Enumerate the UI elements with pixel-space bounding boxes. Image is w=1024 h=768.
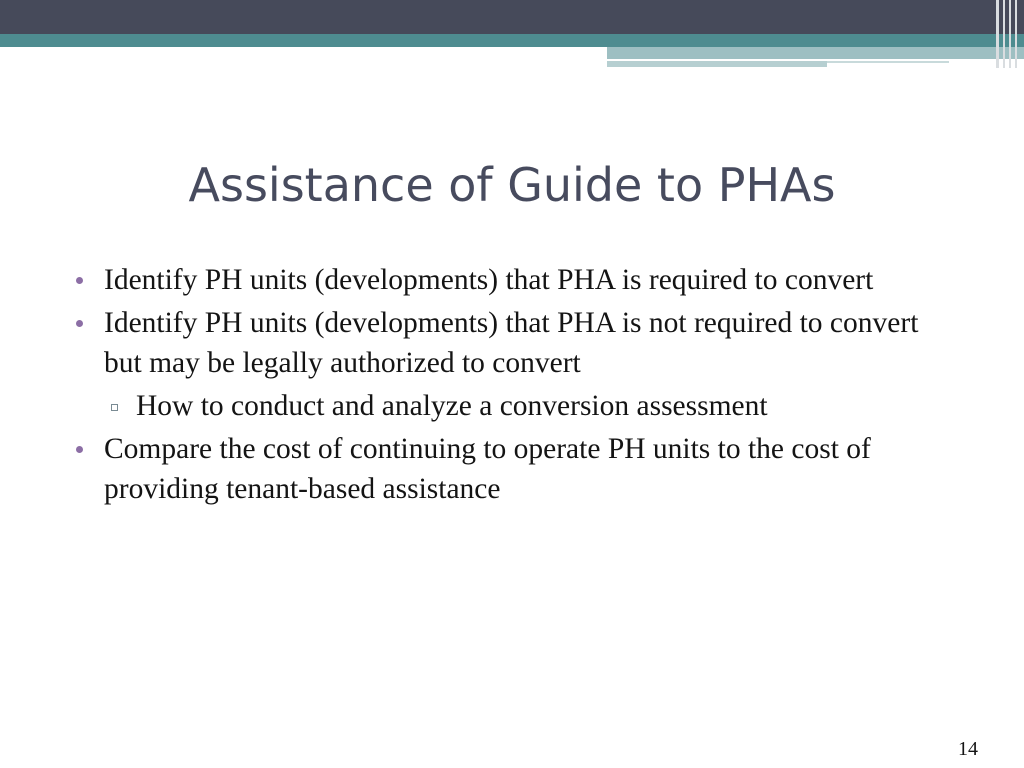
- sub-bullet-square-icon: [111, 404, 118, 411]
- slide-body: [74, 260, 954, 512]
- header-teal-band: [0, 34, 1024, 47]
- bullet-text: Identify PH units (developments) that PHA is required to convert: [104, 264, 874, 296]
- bullet-dot-icon: [76, 446, 83, 453]
- sub-bullet-item: [74, 386, 954, 426]
- bullet-item: [74, 429, 954, 509]
- header-vertical-bars: [996, 0, 1024, 68]
- header-dark-band: [0, 0, 1024, 34]
- bullet-item: [74, 260, 954, 300]
- sub-bullet-text: How to conduct and analyze a conversion assessment: [136, 390, 768, 422]
- header-accent-strip: [607, 47, 1024, 59]
- bullet-item: [74, 303, 954, 383]
- header-accent-strip-thin: [607, 61, 827, 67]
- header-accent-line: [827, 61, 949, 63]
- bullet-text: Compare the cost of continuing to operate PH units to the cost of providing tenant-based assistance: [104, 433, 871, 505]
- slide-title: Assistance of Guide to PHAs: [188, 158, 836, 212]
- page-number: 14: [958, 738, 978, 760]
- bullet-dot-icon: [76, 277, 83, 284]
- bullet-dot-icon: [76, 320, 83, 327]
- bullet-text: Identify PH units (developments) that PHA is not required to convert but may be legally authorized to convert: [104, 307, 919, 379]
